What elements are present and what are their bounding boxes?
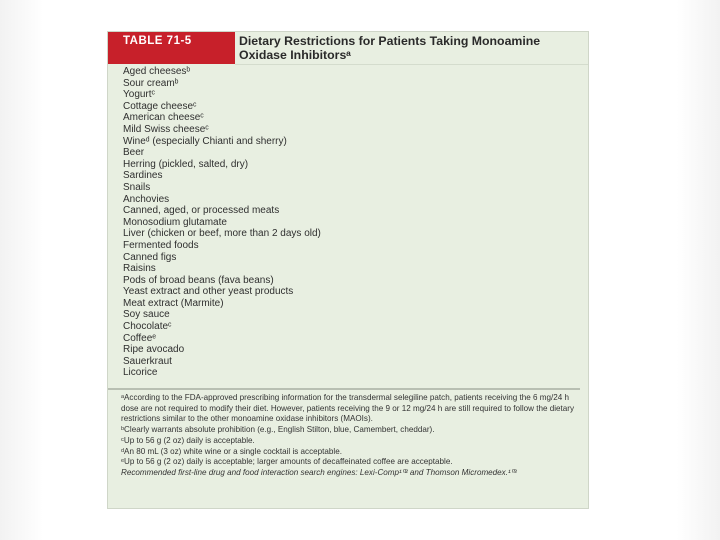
footnote: ᵇClearly warrants absolute prohibition (e.g., English Stilton, blue, Camembert, cheddar). — [121, 425, 435, 435]
food-item: Ripe avocado — [123, 344, 185, 356]
food-item: Yogurtᶜ — [123, 89, 156, 101]
food-item: Fermented foods — [123, 239, 199, 251]
food-item: Herring (pickled, salted, dry) — [123, 158, 249, 170]
food-item: Mild Swiss cheeseᶜ — [123, 123, 209, 135]
food-item: Sour creamᵇ — [123, 77, 179, 89]
table-tag — [108, 32, 235, 64]
food-item: Aged cheesesᵇ — [123, 66, 191, 77]
table-title: Dietary Restrictions for Patients Taking Monoamine Oxidase Inhibitorsᵃ — [239, 34, 541, 62]
food-item: Wineᵈ (especially Chianti and sherry) — [123, 135, 287, 147]
food-item: Licorice — [123, 367, 158, 379]
food-item: Yeast extract and other yeast products — [123, 286, 294, 298]
food-item: Pods of broad beans (fava beans) — [123, 274, 274, 286]
food-item: Raisins — [123, 263, 156, 275]
food-item: Monosodium glutamate — [123, 216, 227, 228]
table-header — [108, 32, 588, 64]
food-item: Beer — [123, 147, 145, 159]
food-item: Snails — [123, 181, 151, 193]
divider — [108, 388, 580, 390]
table-number: TABLE 71-5 — [123, 35, 192, 47]
food-item: Liver (chicken or beef, more than 2 days old) — [123, 228, 321, 240]
food-item: Sardines — [123, 170, 163, 182]
food-item: Coffeeᵉ — [123, 332, 156, 344]
footnote: Recommended first-line drug and food interaction search engines: Lexi-Comp¹⁰² and Thomson Micromedex.¹⁰³ — [121, 467, 517, 477]
restricted-food-list — [123, 66, 583, 379]
footnote: ᵈAn 80 mL (3 oz) white wine or a single cocktail is acceptable. — [121, 446, 342, 456]
food-item: Chocolateᶜ — [123, 321, 172, 333]
food-item: Meat extract (Marmite) — [123, 297, 224, 309]
food-item: American cheeseᶜ — [123, 112, 204, 124]
food-item: Soy sauce — [123, 309, 170, 321]
food-item: Sauerkraut — [123, 355, 172, 367]
food-item: Cottage cheeseᶜ — [123, 100, 197, 112]
food-item: Canned, aged, or processed meats — [123, 205, 280, 217]
food-item: Anchovies — [123, 193, 170, 205]
food-item: Canned figs — [123, 251, 177, 263]
footnotes — [121, 393, 579, 479]
footnote: ᵃAccording to the FDA-approved prescribing information for the transdermal selegiline patch, patients receiving the 6 mg/24 h dose are not required to modify their diet. However, patients receiving the 9 or 12 mg/24 h are still required to follow the dietary restrictions similar to the other monoamine oxidase inhibitors (MAOIs). — [121, 393, 575, 424]
footnote: ᵉUp to 56 g (2 oz) daily is acceptable; larger amounts of decaffeinated coffee are acceptable. — [121, 457, 453, 467]
table-figure — [107, 31, 589, 509]
footnote: ᶜUp to 56 g (2 oz) daily is acceptable. — [121, 435, 255, 445]
